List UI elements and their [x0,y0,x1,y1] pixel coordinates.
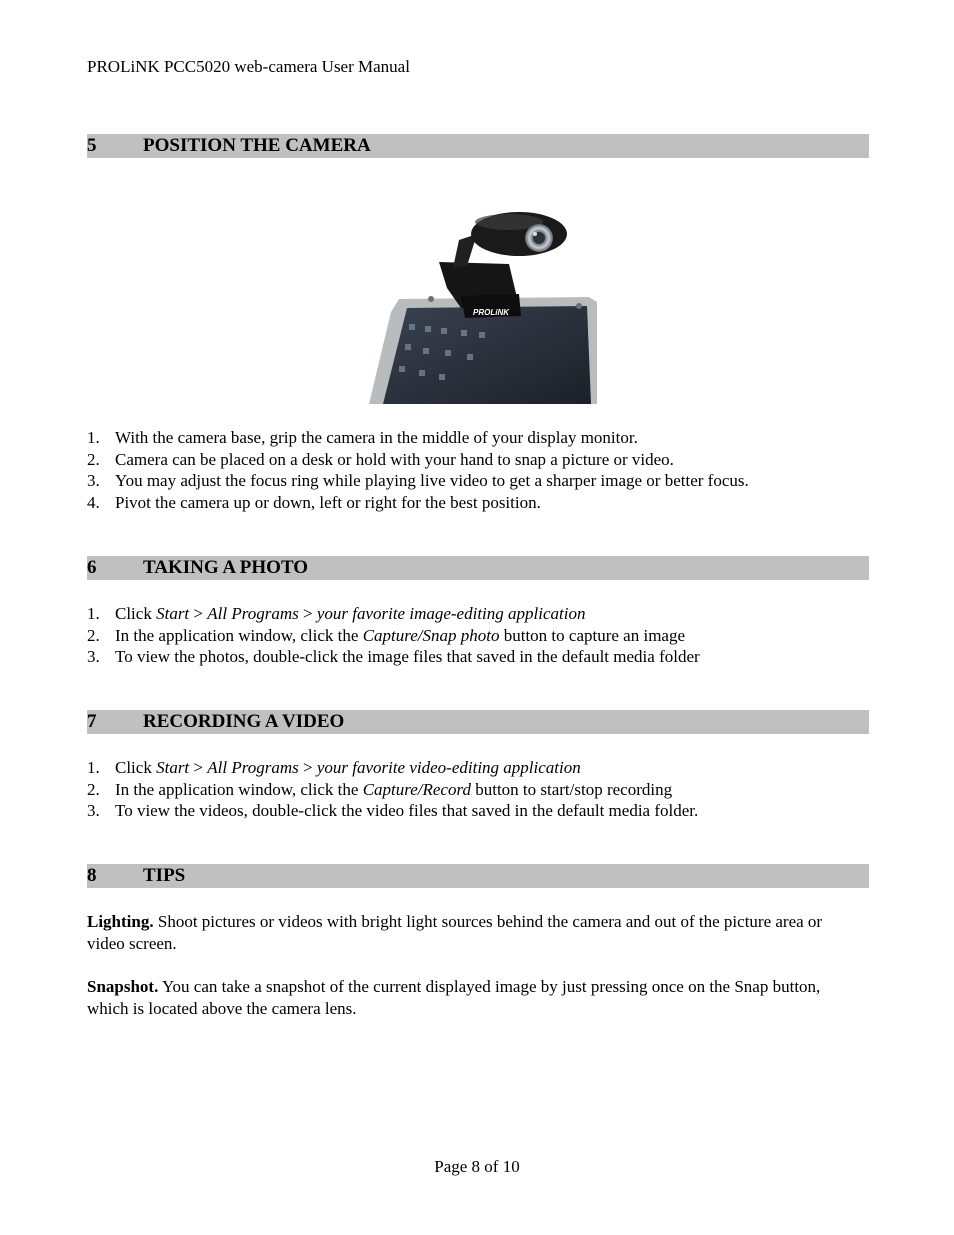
list-item: 1. With the camera base, grip the camera in the middle of your display monitor. [87,428,638,447]
section-number: 5 [87,135,97,156]
list-item: 3. To view the photos, double-click the image files that saved in the default media folder [87,647,700,666]
section-title: TIPS [143,865,186,886]
tip-snapshot: Snapshot. You can take a snapshot of the current displayed image by just pressing once on the Snap button, which is located above the camera lens. [87,977,821,1018]
tip-label: Snapshot. [87,977,159,996]
list-item: 3. You may adjust the focus ring while playing live video to get a sharper image or better focus. [87,471,749,490]
list-item: 2. Camera can be placed on a desk or hold with your hand to snap a picture or video. [87,449,674,469]
page-header: PROLiNK PCC5020 web-camera User Manual [87,57,410,76]
list-item: 4. Pivot the camera up or down, left or right for the best position. [87,492,541,512]
brand-logo-text: PROLiNK [473,308,509,317]
tip-lighting: Lighting. Shoot pictures or videos with bright light sources behind the camera and out of the picture area or video screen. [87,912,823,953]
photo-steps-list [87,603,877,668]
section-number: 6 [87,557,97,578]
list-item: 1. Click Start > All Programs > your favorite video-editing application [87,758,581,777]
section-title: TAKING A PHOTO [143,557,309,578]
video-steps-list [87,757,877,822]
list-item: 2. In the application window, click the Capture/Snap photo button to capture an image [87,625,686,645]
section-heading-taking-photo [87,556,869,580]
section-heading-position-camera [87,134,869,158]
section-title: RECORDING A VIDEO [143,711,345,732]
tip-label: Lighting. [87,912,154,931]
list-item: 1. Click Start > All Programs > your favorite image-editing application [87,604,586,623]
section-heading-tips [87,864,869,888]
list-item: 3. To view the videos, double-click the video files that saved in the default media folder. [87,801,699,820]
section-number: 7 [87,711,97,732]
section-title: POSITION THE CAMERA [143,135,371,156]
page-number: Page 8 of 10 [434,1157,520,1176]
list-item: 2. In the application window, click the Capture/Record button to start/stop recording [87,779,673,799]
section-number: 8 [87,865,97,886]
position-steps-list [87,427,877,513]
section-heading-recording-video [87,710,869,734]
webcam-on-laptop-photo [369,204,597,404]
